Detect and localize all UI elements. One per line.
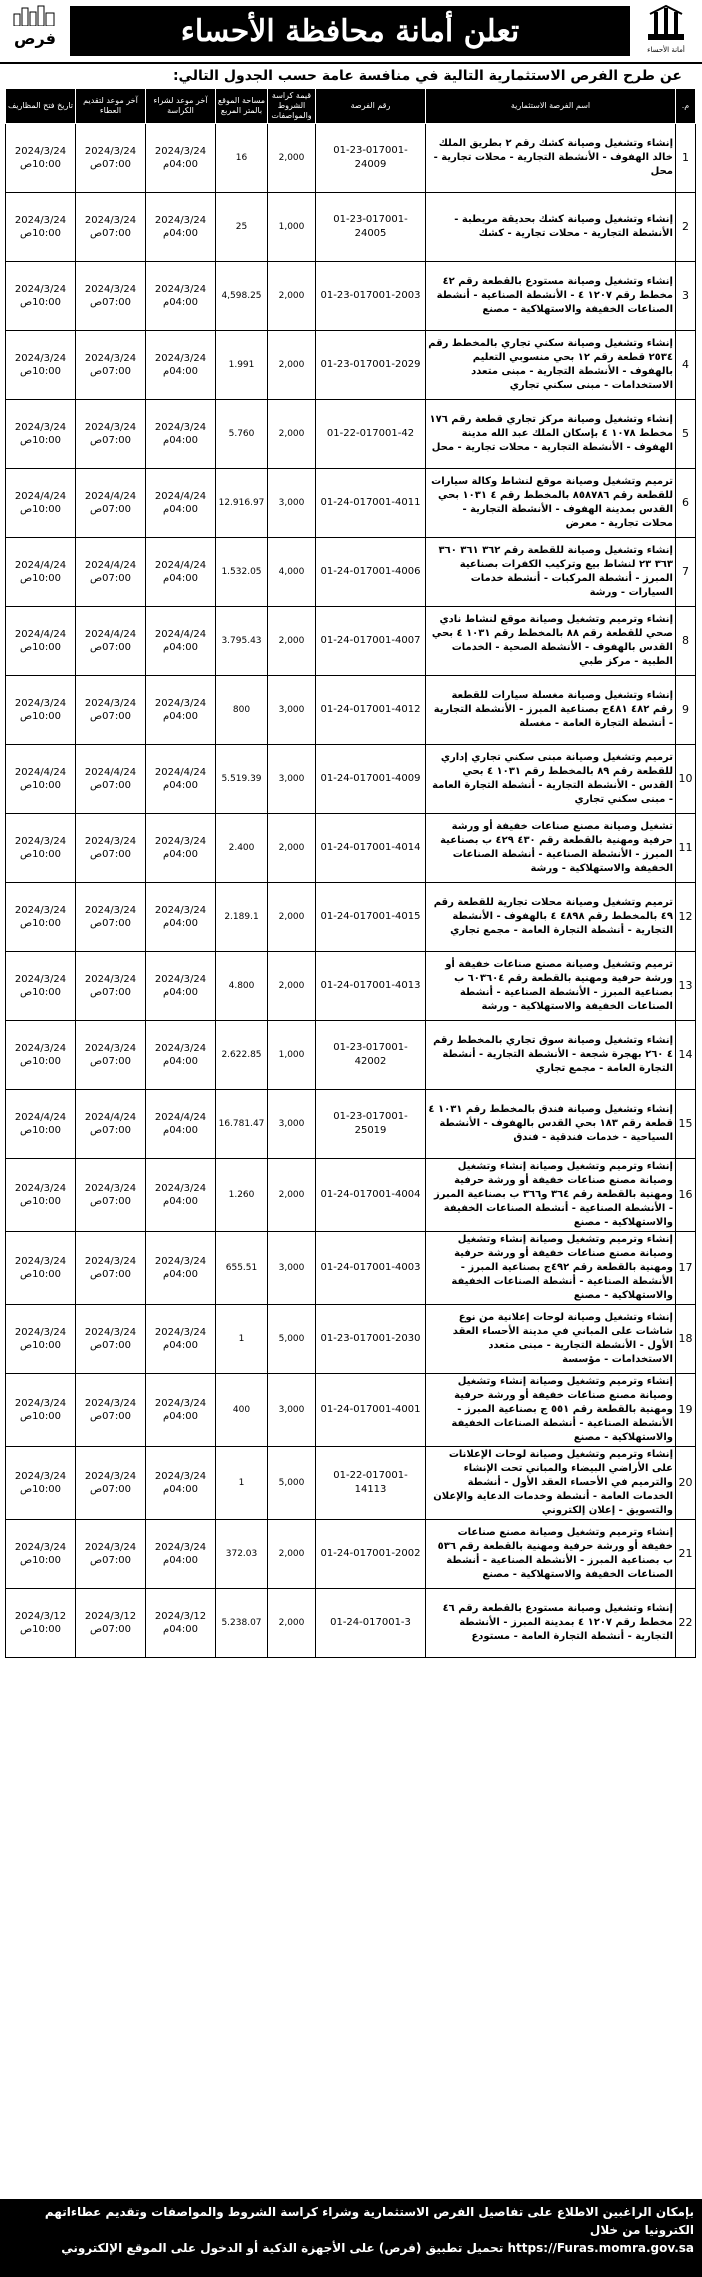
cell-last-buy: 2024/3/24 04:00م	[146, 1021, 216, 1090]
table-row	[6, 676, 696, 745]
cell-code: 01-23-017001-2029	[316, 331, 426, 400]
cell-price: 2,000	[268, 331, 316, 400]
cell-last-submit: 2024/3/24 07:00ص	[76, 193, 146, 262]
cell-last-buy: 2024/4/24 04:00م	[146, 607, 216, 676]
cell-name: إنشاء وتشغيل وصيانة مستودع بالقطعة رقم ٤٢ مخطط رقم ١٢٠٧ ٤ - الأنشطة الصناعية - أنشطة الصناعات الخفيفة والاستهلاكية - مصنع	[426, 262, 676, 331]
footer-line2-text: تحميل تطبيق (فرص) على الأجهزة الذكية أو الدخول على الموقع الإلكتروني	[61, 2241, 504, 2255]
cell-last-buy: 2024/3/12 04:00م	[146, 1589, 216, 1658]
cell-code: 01-23-017001-2030	[316, 1305, 426, 1374]
cell-name: إنشاء وترميم وتشغيل وصيانة إنشاء وتشغيل وصيانة مصنع صناعات خفيفة أو ورشة حرفية ومهنية بالقطعة رقم ٣٦٤ و٣٦٦ ب بصناعية المبرز - الأنشطة الصناعية - أنشطة الصناعات الخفيفة والاستهلاكية - مصنع	[426, 1159, 676, 1232]
cell-num: 2	[676, 193, 696, 262]
table-row	[6, 1232, 696, 1305]
cell-last-buy: 2024/3/24 04:00م	[146, 952, 216, 1021]
cell-code: 01-24-017001-4006	[316, 538, 426, 607]
cell-area: 25	[216, 193, 268, 262]
cell-last-buy: 2024/3/24 04:00م	[146, 1232, 216, 1305]
cell-num: 6	[676, 469, 696, 538]
cell-last-buy: 2024/3/24 04:00م	[146, 1447, 216, 1520]
cell-name: ترميم وتشغيل وصيانة مبنى سكني تجاري إداري للقطعة رقم ٨٩ بالمخطط رقم ١٠٣١ ٤ بحي القدس - الأنشطة التجارية - أنشطة التجارة العامة - مبنى سكني تجاري	[426, 745, 676, 814]
cell-last-submit: 2024/3/24 07:00ص	[76, 262, 146, 331]
cell-area: 2.400	[216, 814, 268, 883]
cell-last-submit: 2024/4/24 07:00ص	[76, 469, 146, 538]
cell-code: 01-22-017001-14113	[316, 1447, 426, 1520]
cell-num: 10	[676, 745, 696, 814]
cell-price: 2,000	[268, 262, 316, 331]
table-row	[6, 1589, 696, 1658]
cell-price: 3,000	[268, 1090, 316, 1159]
cell-num: 22	[676, 1589, 696, 1658]
cell-code: 01-24-017001-4007	[316, 607, 426, 676]
cell-price: 2,000	[268, 124, 316, 193]
cell-open-date: 2024/3/24 10:00ص	[6, 1021, 76, 1090]
table-header-row	[6, 89, 696, 124]
cell-last-submit: 2024/3/24 07:00ص	[76, 331, 146, 400]
alahsa-logo	[636, 4, 696, 58]
cell-last-buy: 2024/4/24 04:00م	[146, 745, 216, 814]
cell-name: إنشاء وتشغيل وصيانة للقطعة رقم ٣٦٢ ٣٦١ ٣٦٠ ٣٦٣ ٢٣ لنشاط بيع وتركيب الكفرات بصناعية المبرز - أنشطة المركبات - أنشطة خدمات السيارات - ورشة	[426, 538, 676, 607]
cell-open-date: 2024/4/24 10:00ص	[6, 469, 76, 538]
cell-num: 5	[676, 400, 696, 469]
cell-last-submit: 2024/3/12 07:00ص	[76, 1589, 146, 1658]
footer-line2	[8, 2239, 694, 2257]
table-row	[6, 331, 696, 400]
cell-open-date: 2024/3/24 10:00ص	[6, 400, 76, 469]
page-title: تعلن أمانة محافظة الأحساء	[180, 13, 520, 49]
cell-last-submit: 2024/3/24 07:00ص	[76, 883, 146, 952]
cell-last-buy: 2024/4/24 04:00م	[146, 1090, 216, 1159]
cell-num: 7	[676, 538, 696, 607]
cell-num: 19	[676, 1374, 696, 1447]
cell-area: 2.622.85	[216, 1021, 268, 1090]
cell-area: 1	[216, 1447, 268, 1520]
cell-code: 01-22-017001-42	[316, 400, 426, 469]
table-row	[6, 1305, 696, 1374]
cell-open-date: 2024/4/24 10:00ص	[6, 745, 76, 814]
cell-last-submit: 2024/4/24 07:00ص	[76, 607, 146, 676]
table-row	[6, 952, 696, 1021]
cell-area: 1	[216, 1305, 268, 1374]
header-code: رقم الفرصة	[316, 89, 426, 124]
cell-code: 01-24-017001-4013	[316, 952, 426, 1021]
cell-code: 01-24-017001-4009	[316, 745, 426, 814]
cell-price: 4,000	[268, 538, 316, 607]
furas-logo	[6, 4, 64, 58]
cell-name: إنشاء وترميم وتشغيل وصيانة لوحات الإعلانات على الأراضي البيضاء والمباني تحت الإنشاء والترميم في الأحساء العقد الأول - أنشطة الخدمات العامة - أنشطة وخدمات الدعاية والإعلان والتسويق - إعلان إلكتروني	[426, 1447, 676, 1520]
cell-code: 01-24-017001-4003	[316, 1232, 426, 1305]
cell-last-buy: 2024/4/24 04:00م	[146, 469, 216, 538]
cell-last-submit: 2024/3/24 07:00ص	[76, 1232, 146, 1305]
table-row	[6, 814, 696, 883]
cell-name: إنشاء وتشغيل وصيانة لوحات إعلانية من نوع شاشات على المباني في مدينة الأحساء العقد الأول - الأنشطة التجارية - مبنى متعدد الاستخدامات - مؤسسة	[426, 1305, 676, 1374]
cell-open-date: 2024/3/24 10:00ص	[6, 124, 76, 193]
cell-name: إنشاء وتشغيل وصيانة كشك رقم ٢ بطريق الملك خالد الهفوف - الأنشطة التجارية - محلات تجارية - محل	[426, 124, 676, 193]
cell-code: 01-23-017001-24009	[316, 124, 426, 193]
cell-last-buy: 2024/3/24 04:00م	[146, 193, 216, 262]
header-last-buy: آخر موعد لشراء الكراسة	[146, 89, 216, 124]
cell-price: 5,000	[268, 1447, 316, 1520]
cell-name: إنشاء وتشغيل وصيانة مغسلة سيارات للقطعة رقم ٤٨٢ ٤٨١ج بصناعية المبرز - الأنشطة التجارية - أنشطة التجارة العامة - مغسلة	[426, 676, 676, 745]
cell-area: 372.03	[216, 1520, 268, 1589]
cell-last-submit: 2024/3/24 07:00ص	[76, 1305, 146, 1374]
cell-name: إنشاء وتشغيل وصيانة سوق تجاري بالمخطط رقم ٤ ٢٦٠ بهجرة شجعة - الأنشطة التجارية - أنشطة التجارة العامة - مجمع تجاري	[426, 1021, 676, 1090]
cell-code: 01-24-017001-3	[316, 1589, 426, 1658]
cell-open-date: 2024/4/24 10:00ص	[6, 1090, 76, 1159]
cell-open-date: 2024/3/24 10:00ص	[6, 331, 76, 400]
cell-num: 1	[676, 124, 696, 193]
table-row	[6, 1520, 696, 1589]
table-row	[6, 883, 696, 952]
cell-num: 8	[676, 607, 696, 676]
cell-last-submit: 2024/3/24 07:00ص	[76, 124, 146, 193]
cell-name: إنشاء وترميم وتشغيل وصيانة مصنع صناعات خفيفة أو ورشة حرفية ومهنية بالقطعة رقم ٥٣٦ ب بصناعية المبرز - الأنشطة الصناعية - أنشطة الصناعات الخفيفة والاستهلاكية - مصنع	[426, 1520, 676, 1589]
logo-left-text: فرص	[14, 29, 56, 48]
cell-code: 01-23-017001-25019	[316, 1090, 426, 1159]
cell-name: إنشاء وتشغيل وصيانة كشك بحديقة مريطبة - الأنشطة التجارية - محلات تجارية - كشك	[426, 193, 676, 262]
cell-price: 3,000	[268, 745, 316, 814]
cell-last-submit: 2024/3/24 07:00ص	[76, 1520, 146, 1589]
table-row	[6, 400, 696, 469]
cell-area: 16	[216, 124, 268, 193]
cell-last-buy: 2024/3/24 04:00م	[146, 883, 216, 952]
cell-code: 01-24-017001-4011	[316, 469, 426, 538]
subtitle: عن طرح الفرص الاستثمارية التالية في منافسة عامة حسب الجدول التالي:	[172, 68, 682, 84]
cell-num: 17	[676, 1232, 696, 1305]
cell-num: 3	[676, 262, 696, 331]
palm-tree-icon	[646, 4, 686, 42]
cell-name: ترميم وتشغيل وصيانة موقع لنشاط وكالة سيارات للقطعة رقم ٨٥٨٧٨٦ بالمخطط رقم ٤ ١٠٣١ بحي القدس بمدينة الهفوف - الأنشطة التجارية - محلات تجارية - معرض	[426, 469, 676, 538]
cell-last-buy: 2024/3/24 04:00م	[146, 676, 216, 745]
cell-code: 01-24-017001-2002	[316, 1520, 426, 1589]
cell-price: 2,000	[268, 1520, 316, 1589]
footer-url[interactable]: https://Furas.momra.gov.sa	[507, 2241, 694, 2255]
cell-last-submit: 2024/3/24 07:00ص	[76, 400, 146, 469]
cell-last-submit: 2024/3/24 07:00ص	[76, 1159, 146, 1232]
cell-last-submit: 2024/3/24 07:00ص	[76, 814, 146, 883]
cell-open-date: 2024/3/24 10:00ص	[6, 1520, 76, 1589]
cell-code: 01-23-017001-24005	[316, 193, 426, 262]
cell-open-date: 2024/3/24 10:00ص	[6, 676, 76, 745]
cell-area: 400	[216, 1374, 268, 1447]
cell-price: 2,000	[268, 1589, 316, 1658]
cell-last-submit: 2024/3/24 07:00ص	[76, 1021, 146, 1090]
cell-area: 1.260	[216, 1159, 268, 1232]
cell-num: 13	[676, 952, 696, 1021]
cell-code: 01-24-017001-4012	[316, 676, 426, 745]
cell-area: 16.781.47	[216, 1090, 268, 1159]
cell-open-date: 2024/3/24 10:00ص	[6, 1305, 76, 1374]
cell-code: 01-24-017001-4004	[316, 1159, 426, 1232]
cell-name: تشغيل وصيانة مصنع صناعات خفيفة أو ورشة حرفية ومهنية بالقطعة رقم ٤٣٠ ٤٢٩ ب بصناعية المبرز - الأنشطة الصناعية - أنشطة الصناعات الخفيفة والاستهلاكية - ورشة	[426, 814, 676, 883]
table-row	[6, 607, 696, 676]
cell-num: 11	[676, 814, 696, 883]
table-row	[6, 745, 696, 814]
cell-code: 01-24-017001-4014	[316, 814, 426, 883]
cell-price: 2,000	[268, 1159, 316, 1232]
table-row	[6, 1021, 696, 1090]
cell-last-submit: 2024/4/24 07:00ص	[76, 538, 146, 607]
cell-open-date: 2024/4/24 10:00ص	[6, 607, 76, 676]
cell-price: 5,000	[268, 1305, 316, 1374]
cell-open-date: 2024/3/24 10:00ص	[6, 262, 76, 331]
cell-name: ترميم وتشغيل وصيانة محلات تجارية للقطعة رقم ٤٩ بالمخطط رقم ٤٨٩٨ ٤ بالهفوف - الأنشطة التجارية - أنشطة التجارة العامة - مجمع تجاري	[426, 883, 676, 952]
cell-last-buy: 2024/3/24 04:00م	[146, 814, 216, 883]
cell-area: 5.519.39	[216, 745, 268, 814]
table-row	[6, 538, 696, 607]
cell-num: 16	[676, 1159, 696, 1232]
cell-open-date: 2024/3/24 10:00ص	[6, 193, 76, 262]
cell-area: 2.189.1	[216, 883, 268, 952]
cell-code: 01-24-017001-4001	[316, 1374, 426, 1447]
table-row	[6, 1090, 696, 1159]
cell-price: 1,000	[268, 1021, 316, 1090]
cell-area: 655.51	[216, 1232, 268, 1305]
cell-open-date: 2024/3/24 10:00ص	[6, 1447, 76, 1520]
cell-num: 14	[676, 1021, 696, 1090]
cell-open-date: 2024/3/24 10:00ص	[6, 883, 76, 952]
skyline-icon	[12, 4, 58, 26]
table-row	[6, 193, 696, 262]
cell-price: 3,000	[268, 676, 316, 745]
cell-open-date: 2024/4/24 10:00ص	[6, 538, 76, 607]
cell-name: إنشاء وتشغيل وصيانة سكني تجاري بالمخطط رقم ٢٥٣٤ قطعة رقم ١٢ بحي منسوبي التعليم بالهفوف - الأنشطة التجارية - مبنى متعدد الاستخدامات - مبنى سكني تجاري	[426, 331, 676, 400]
cell-last-submit: 2024/3/24 07:00ص	[76, 1374, 146, 1447]
cell-last-buy: 2024/3/24 04:00م	[146, 331, 216, 400]
table-row	[6, 469, 696, 538]
header-open-date: تاريخ فتح المظاريف	[6, 89, 76, 124]
cell-num: 12	[676, 883, 696, 952]
cell-name: إنشاء وتشغيل وصيانة مستودع بالقطعة رقم ٤٦ مخطط رقم ١٢٠٧ ٤ بمدينة المبرز - الأنشطة التجارية - أنشطة التجارة العامة - مستودع	[426, 1589, 676, 1658]
header-num: م.	[676, 89, 696, 124]
cell-last-submit: 2024/3/24 07:00ص	[76, 676, 146, 745]
cell-area: 800	[216, 676, 268, 745]
cell-price: 2,000	[268, 814, 316, 883]
cell-last-buy: 2024/3/24 04:00م	[146, 1374, 216, 1447]
cell-num: 21	[676, 1520, 696, 1589]
cell-open-date: 2024/3/24 10:00ص	[6, 1374, 76, 1447]
cell-name: إنشاء وتشغيل وصيانة فندق بالمخطط رقم ١٠٣١ ٤ قطعة رقم ١٨٣ بحي القدس بالهفوف - الأنشطة السياحية - خدمات فندقية - فندق	[426, 1090, 676, 1159]
cell-area: 1.991	[216, 331, 268, 400]
cell-last-submit: 2024/4/24 07:00ص	[76, 745, 146, 814]
cell-last-buy: 2024/3/24 04:00م	[146, 124, 216, 193]
cell-num: 15	[676, 1090, 696, 1159]
cell-price: 3,000	[268, 1374, 316, 1447]
logo-right-text: أمانة الأحساء	[647, 46, 685, 54]
header-price: قيمة كراسة الشروط والمواصفات	[268, 89, 316, 124]
table-row	[6, 1374, 696, 1447]
cell-last-submit: 2024/3/24 07:00ص	[76, 1447, 146, 1520]
cell-open-date: 2024/3/24 10:00ص	[6, 1159, 76, 1232]
cell-price: 2,000	[268, 400, 316, 469]
cell-last-buy: 2024/4/24 04:00م	[146, 538, 216, 607]
cell-price: 1,000	[268, 193, 316, 262]
footer-line1: بإمكان الراغبين الاطلاع على تفاصيل الفرص الاستثمارية وشراء كراسة الشروط والمواصفات وتقديم عطاءاتهم الكترونيا من خلال	[44, 2205, 694, 2237]
cell-num: 20	[676, 1447, 696, 1520]
cell-last-buy: 2024/3/24 04:00م	[146, 400, 216, 469]
cell-price: 2,000	[268, 952, 316, 1021]
header	[0, 0, 702, 64]
cell-area: 4.800	[216, 952, 268, 1021]
cell-open-date: 2024/3/24 10:00ص	[6, 814, 76, 883]
cell-code: 01-23-017001-42002	[316, 1021, 426, 1090]
cell-last-buy: 2024/3/24 04:00م	[146, 1159, 216, 1232]
table-row	[6, 262, 696, 331]
table-row	[6, 124, 696, 193]
footer	[0, 2199, 702, 2277]
cell-last-buy: 2024/3/24 04:00م	[146, 1520, 216, 1589]
table-row	[6, 1159, 696, 1232]
cell-area: 5.238.07	[216, 1589, 268, 1658]
title-bar	[70, 6, 630, 56]
header-area: مساحة الموقع بالمتر المربع	[216, 89, 268, 124]
cell-area: 1.532.05	[216, 538, 268, 607]
cell-area: 4,598.25	[216, 262, 268, 331]
cell-price: 3,000	[268, 1232, 316, 1305]
header-name: اسم الفرصة الاستثمارية	[426, 89, 676, 124]
cell-price: 3,000	[268, 469, 316, 538]
cell-num: 18	[676, 1305, 696, 1374]
cell-last-buy: 2024/3/24 04:00م	[146, 1305, 216, 1374]
cell-price: 2,000	[268, 883, 316, 952]
cell-name: إنشاء وتشغيل وصيانة مركز تجاري قطعة رقم ١٧٦ مخطط ١٠٧٨ ٤ بإسكان الملك عبد الله مدينة الهفوف - الأنشطة التجارية - محلات تجارية - محل	[426, 400, 676, 469]
cell-name: إنشاء وترميم وتشغيل وصيانة إنشاء وتشغيل وصيانة مصنع صناعات خفيفة أو ورشة حرفية ومهنية بالقطعة رقم ٥٥١ ج بصناعية المبرز - الأنشطة الصناعية - أنشطة الصناعات الخفيفة والاستهلاكية - مصنع	[426, 1374, 676, 1447]
cell-area: 3.795.43	[216, 607, 268, 676]
cell-code: 01-23-017001-2003	[316, 262, 426, 331]
cell-area: 12.916.97	[216, 469, 268, 538]
cell-price: 2,000	[268, 607, 316, 676]
cell-num: 4	[676, 331, 696, 400]
cell-last-submit: 2024/4/24 07:00ص	[76, 1090, 146, 1159]
cell-open-date: 2024/3/12 10:00ص	[6, 1589, 76, 1658]
table-row	[6, 1447, 696, 1520]
cell-last-buy: 2024/3/24 04:00م	[146, 262, 216, 331]
cell-code: 01-24-017001-4015	[316, 883, 426, 952]
cell-num: 9	[676, 676, 696, 745]
cell-open-date: 2024/3/24 10:00ص	[6, 952, 76, 1021]
cell-name: إنشاء وترميم وتشغيل وصيانة إنشاء وتشغيل وصيانة مصنع صناعات خفيفة أو ورشة حرفية ومهنية بالقطعة رقم ٤٩٢ج بصناعية المبرز - الأنشطة الصناعية - أنشطة الصناعات الخفيفة والاستهلاكية - مصنع	[426, 1232, 676, 1305]
cell-area: 5.760	[216, 400, 268, 469]
cell-name: ترميم وتشغيل وصيانة مصنع صناعات خفيفة أو ورشة حرفية ومهنية بالقطعة رقم ٦٠٣٦٠٤ ب بصناعية المبرز - الأنشطة الصناعية - أنشطة الصناعات الخفيفة والاستهلاكية - ورشة	[426, 952, 676, 1021]
header-last-submit: آخر موعد لتقديم العطاء	[76, 89, 146, 124]
cell-open-date: 2024/3/24 10:00ص	[6, 1232, 76, 1305]
opportunities-table	[5, 88, 696, 1658]
cell-last-submit: 2024/3/24 07:00ص	[76, 952, 146, 1021]
cell-name: إنشاء وترميم وتشغيل وصيانة موقع لنشاط نادي صحي للقطعة رقم ٨٨ بالمخطط رقم ١٠٣١ ٤ بحي القدس بالهفوف - الأنشطة الصحية - الخدمات الطبية - مركز طبي	[426, 607, 676, 676]
